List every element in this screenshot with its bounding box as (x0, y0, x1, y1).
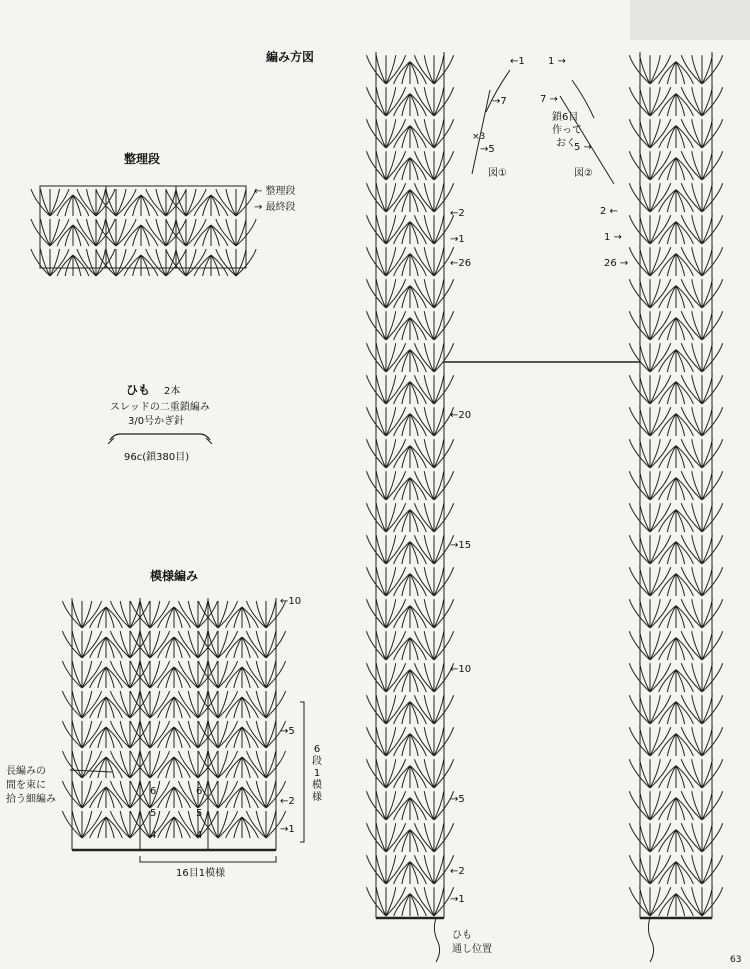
stitch-fan (629, 887, 670, 916)
stitch-fan (414, 663, 453, 692)
stitch-fan (659, 62, 694, 84)
stitch-fan (394, 734, 427, 756)
stitch-fan (216, 219, 256, 246)
stitch-fan (681, 151, 722, 180)
edge-row-label-text: 最終段 (265, 202, 296, 213)
row-number: 2 (458, 866, 465, 877)
stitch-fan (659, 318, 694, 340)
stitch-fan (394, 190, 427, 212)
stitch-fan (659, 350, 694, 372)
stitch-fan (681, 567, 722, 596)
stitch-fan (681, 311, 722, 340)
stitch-fan (681, 119, 722, 148)
fig1-row-1: ←1 (510, 56, 525, 67)
stitch-fan (629, 791, 670, 820)
stitch-fan (414, 567, 453, 596)
stitch-fan (90, 697, 123, 718)
stitch-fan (366, 215, 405, 244)
rows-label-char: 6 (313, 744, 321, 755)
stitch-fan (366, 855, 405, 884)
stitch-fan (216, 189, 256, 216)
row-number: 10 (458, 664, 472, 675)
fig2-note-3: おく (556, 138, 576, 149)
stitch-fan (681, 87, 722, 116)
stitch-fan (366, 791, 405, 820)
stitch-fan (394, 478, 427, 500)
fig1-row-1b: →1 (450, 234, 465, 245)
main-row-26: ←26 (450, 258, 472, 269)
fig1-row-5: →5 (480, 144, 495, 155)
pattern-note-3: 拾う細編み (6, 794, 56, 805)
stitch-fan (681, 663, 722, 692)
inner-number: 4 (150, 830, 157, 841)
stitch-fan (366, 119, 405, 148)
row-number: 15 (458, 540, 472, 551)
stitch-fan (681, 759, 722, 788)
stitch-fan (62, 661, 101, 688)
stitch-fan (90, 607, 123, 628)
stitch-fan (414, 439, 453, 468)
stitch-fan (629, 599, 670, 628)
inner-number: 5 (150, 808, 157, 819)
stitch-fan (414, 855, 453, 884)
fig2-row-26: 26 → (604, 258, 629, 269)
stitch-fan (414, 183, 453, 212)
stitch-fan (629, 247, 670, 276)
stitch-fan (659, 158, 694, 180)
stitch-fan (394, 350, 427, 372)
stitch-fan (629, 567, 670, 596)
stitch-fan (681, 535, 722, 564)
stitch-fan (226, 637, 259, 658)
stitch-fan (681, 887, 722, 916)
stitch-fan (414, 823, 453, 852)
row-number: 2 (458, 208, 465, 219)
fig2-row-1: 1 → (548, 56, 566, 67)
stitch-fan (414, 887, 453, 916)
stitch-fan (659, 286, 694, 308)
main-row-5: →5 (450, 794, 465, 805)
row-number: 7 (500, 96, 507, 107)
stitch-fan (90, 817, 123, 838)
stitch-fan (629, 215, 670, 244)
stitch-fan (31, 219, 69, 246)
stitch-fan (659, 190, 694, 212)
stitch-fan (90, 787, 123, 808)
edge-row-label-top: ← 整理段 (254, 186, 296, 197)
main-row-10: ←10 (450, 664, 472, 675)
stitch-fan (394, 318, 427, 340)
rows-label-char: 段 (312, 756, 322, 767)
stitch-fan (226, 817, 259, 838)
stitch-fan (629, 183, 670, 212)
stitch-fan (414, 215, 453, 244)
stitch-fan (659, 894, 694, 916)
stitch-fan (366, 375, 405, 404)
stitch-fan (681, 471, 722, 500)
stitch-fan (394, 158, 427, 180)
pattern-repeat-label: 16目1模様 (176, 868, 226, 879)
page-title: 編み方図 (266, 50, 315, 64)
cord-method: スレッドの二重鎖編み (110, 402, 210, 413)
stitch-fan (394, 62, 427, 84)
stitch-fan (659, 510, 694, 532)
stitch-fan (158, 787, 191, 808)
stitch-fan (124, 255, 158, 276)
row-number: 1 (518, 56, 525, 67)
stitch-fan (31, 189, 69, 216)
inner-number: 4 (196, 830, 203, 841)
stitch-fan (366, 631, 405, 660)
stitch-fan (414, 599, 453, 628)
row-number: 7 (540, 94, 547, 105)
stitch-fan (394, 574, 427, 596)
stitch-fan (414, 375, 453, 404)
stitch-fan (414, 535, 453, 564)
stitch-fan (226, 787, 259, 808)
stitch-fan (226, 757, 259, 778)
stitch-fan (414, 791, 453, 820)
stitch-fan (659, 862, 694, 884)
pattern-rows-label (312, 744, 322, 804)
stitch-fan (226, 607, 259, 628)
stitch-fan (414, 759, 453, 788)
chart-borders (40, 52, 712, 962)
stitch-fan (366, 823, 405, 852)
cord-title-text: ひも (126, 383, 151, 397)
stitch-fan (366, 535, 405, 564)
row-number: 1 (458, 894, 465, 905)
stitch-fan (394, 510, 427, 532)
inner-number: 6 (150, 786, 157, 797)
stitch-fan (90, 757, 123, 778)
stitch-fan (62, 721, 101, 748)
main-row-20: ←20 (450, 410, 472, 421)
stitch-fan (629, 855, 670, 884)
stitch-fan (659, 702, 694, 724)
stitch-fan (226, 697, 259, 718)
cord-count: 2本 (164, 386, 181, 397)
stitch-fan (629, 631, 670, 660)
stitch-fan (394, 670, 427, 692)
stitch-fan (366, 407, 405, 436)
stitch-fan (366, 311, 405, 340)
stitch-fan (681, 343, 722, 372)
stitch-fan (414, 727, 453, 756)
stitch-fan (659, 126, 694, 148)
stitch-fan (366, 55, 405, 84)
stitch-fan (57, 255, 89, 276)
stitch-fan (394, 254, 427, 276)
stitch-fan (659, 254, 694, 276)
main-row-15: →15 (450, 540, 472, 551)
stitch-fan (414, 55, 453, 84)
stitch-fan (158, 697, 191, 718)
stitch-fan (681, 631, 722, 660)
stitch-fan (246, 661, 285, 688)
cord-hook: 3/0号かぎ針 (128, 416, 185, 427)
stitch-fan (194, 195, 228, 216)
row-number: 1 (548, 56, 555, 67)
stitch-fan (394, 222, 427, 244)
stitch-fan (394, 702, 427, 724)
stitch-fan (90, 637, 123, 658)
rows-label-char: 1 (313, 768, 321, 779)
stitch-fan (62, 811, 101, 838)
stitch-fan (681, 375, 722, 404)
stitch-fan (124, 225, 158, 246)
stitch-fan (414, 695, 453, 724)
row-number: 26 (604, 258, 617, 269)
rows-label-char: 模 (312, 780, 322, 791)
stitch-fan (414, 247, 453, 276)
stitch-fan (394, 414, 427, 436)
stitch-fan (194, 225, 228, 246)
stitch-fan (681, 215, 722, 244)
stitch-fan (681, 247, 722, 276)
stitch-fan (394, 382, 427, 404)
stitch-fan (681, 279, 722, 308)
stitch-fan (366, 503, 405, 532)
row-number: 5 (458, 794, 465, 805)
row-number: 2 (288, 796, 295, 807)
stitch-fan (629, 375, 670, 404)
stitch-fan (629, 343, 670, 372)
fig2-row-1b: 1 → (604, 232, 622, 243)
stitch-fan (394, 606, 427, 628)
stitch-fan (629, 407, 670, 436)
stitch-fan (394, 638, 427, 660)
stitch-fan (629, 823, 670, 852)
stitch-fan (62, 601, 101, 628)
stitch-fan (414, 151, 453, 180)
edge-section-heading: 整理段 (124, 152, 161, 166)
stitch-fan (659, 478, 694, 500)
stitch-fan (158, 667, 191, 688)
inner-number: 5 (196, 808, 203, 819)
stitch-fan (366, 151, 405, 180)
stitch-fan (681, 791, 722, 820)
stitch-fan (629, 151, 670, 180)
stitch-fan (629, 727, 670, 756)
stitch-fan (366, 759, 405, 788)
fig2-label: 図② (574, 168, 593, 179)
stitch-fan (366, 87, 405, 116)
stitch-fan (629, 439, 670, 468)
stitch-fan (226, 727, 259, 748)
stitch-fan (414, 279, 453, 308)
cord-position-1: ひも (452, 930, 472, 941)
stitch-fan (216, 249, 256, 276)
stitch-fan (194, 255, 228, 276)
stitch-fan (366, 439, 405, 468)
stitch-fan (57, 195, 89, 216)
stitch-fan (414, 471, 453, 500)
edge-row-label-last: → 最終段 (254, 202, 296, 213)
stitch-fan (366, 471, 405, 500)
stitch-fan (414, 503, 453, 532)
stitch-fan (414, 311, 453, 340)
fig2-row-7: 7 → (540, 94, 558, 105)
stitch-fan (414, 631, 453, 660)
stitch-fan (366, 887, 405, 916)
cord-title (126, 381, 180, 398)
stitch-fan (681, 55, 722, 84)
stitch-fan (659, 542, 694, 564)
stitch-fan (158, 637, 191, 658)
stitch-fan (394, 94, 427, 116)
fig2-row-2: 2 ← (600, 206, 618, 217)
stitch-fan (394, 798, 427, 820)
stitch-fan (158, 817, 191, 838)
stitch-fan (57, 225, 89, 246)
stitch-fan (394, 446, 427, 468)
row-number: 10 (288, 596, 302, 607)
row-number: 20 (458, 410, 472, 421)
stitch-fan (394, 542, 427, 564)
stitch-fan (681, 727, 722, 756)
main-row-2: ←2 (450, 866, 465, 877)
pattern-row-10: ←10 (280, 596, 302, 607)
row-number: 5 (288, 726, 295, 737)
stitch-fan (90, 667, 123, 688)
fig1-row-7: →7 (492, 96, 507, 107)
row-number: 2 (600, 206, 607, 217)
fig2-note-2: 作って (552, 125, 582, 136)
stitch-fan (414, 119, 453, 148)
stitch-fan (629, 311, 670, 340)
inner-number: 6 (196, 786, 203, 797)
page-number: 63 (730, 955, 742, 965)
stitch-fan (659, 222, 694, 244)
stitch-fan (366, 695, 405, 724)
stitch-fan (246, 631, 285, 658)
stitch-fan (659, 638, 694, 660)
stitch-fan (659, 574, 694, 596)
stitch-fan (394, 766, 427, 788)
stitch-fan (659, 798, 694, 820)
stitch-fan (366, 279, 405, 308)
pattern-section-heading: 模様編み (150, 569, 199, 583)
stitch-fan (226, 667, 259, 688)
stitch-fan (366, 727, 405, 756)
edge-row-label-text: 整理段 (265, 186, 296, 197)
stitch-fan (366, 183, 405, 212)
row-number: 5 (488, 144, 495, 155)
stitch-fan (158, 757, 191, 778)
fig1-x3: ×3 (472, 132, 486, 142)
fig2-note-1: 鎖6目 (552, 112, 579, 123)
stitch-fan (62, 631, 101, 658)
stitch-fan (366, 599, 405, 628)
stitch-fan (366, 567, 405, 596)
stitch-fan (394, 126, 427, 148)
stitch-fan (629, 471, 670, 500)
stitch-fan (158, 607, 191, 628)
stitch-fan (681, 407, 722, 436)
row-number: 1 (458, 234, 465, 245)
stitch-fan (246, 751, 285, 778)
stitch-fan (31, 249, 69, 276)
pattern-note-2: 間を束に (6, 780, 46, 791)
stitch-fan (681, 503, 722, 532)
stitch-fan (659, 766, 694, 788)
stitch-fan (681, 823, 722, 852)
stitch-fan (124, 195, 158, 216)
stitch-fan (659, 734, 694, 756)
row-number: 5 (574, 142, 581, 153)
stitch-fan (90, 727, 123, 748)
stitch-fan (366, 343, 405, 372)
stitch-fan (629, 87, 670, 116)
stitch-fan (629, 503, 670, 532)
fig1-label: 図① (488, 168, 507, 179)
stitch-fan (681, 855, 722, 884)
stitch-fans (31, 55, 723, 916)
stitch-fan (414, 87, 453, 116)
stitch-fan (659, 414, 694, 436)
stitch-fan (394, 830, 427, 852)
stitch-fan (659, 670, 694, 692)
cord-position-2: 通し位置 (452, 944, 492, 955)
stitch-fan (62, 751, 101, 778)
stitch-fan (629, 279, 670, 308)
stitch-fan (414, 407, 453, 436)
pattern-row-2: ←2 (280, 796, 295, 807)
pattern-note-1: 長編みの (6, 766, 46, 777)
stitch-fan (366, 663, 405, 692)
stitch-fan (414, 343, 453, 372)
stitch-fan (62, 691, 101, 718)
stitch-fan (681, 599, 722, 628)
stitch-fan (629, 119, 670, 148)
stitch-fan (659, 382, 694, 404)
stitch-fan (394, 286, 427, 308)
stitch-fan (681, 183, 722, 212)
stitch-fan (659, 446, 694, 468)
stitch-fan (629, 55, 670, 84)
stitch-fan (62, 781, 101, 808)
fig1-row-2: ←2 (450, 208, 465, 219)
stitch-fan (681, 439, 722, 468)
pattern-row-1: →1 (280, 824, 295, 835)
rows-label-char: 様 (312, 792, 322, 803)
stitch-fan (158, 727, 191, 748)
stitch-fan (659, 830, 694, 852)
stitch-fan (246, 691, 285, 718)
stitch-fan (629, 695, 670, 724)
row-number: 1 (604, 232, 611, 243)
stitch-fan (681, 695, 722, 724)
stitch-fan (394, 894, 427, 916)
stitch-fan (629, 535, 670, 564)
page-edge-strip (630, 0, 750, 40)
row-number: 1 (288, 824, 295, 835)
stitch-fan (659, 606, 694, 628)
stitch-fan (659, 94, 694, 116)
main-row-1: →1 (450, 894, 465, 905)
stitch-fan (394, 862, 427, 884)
cord-length: 96c(鎖380目) (124, 452, 190, 463)
row-number: 26 (458, 258, 472, 269)
stitch-fan (366, 247, 405, 276)
pattern-row-5: →5 (280, 726, 295, 737)
stitch-fan (629, 759, 670, 788)
stitch-fan (629, 663, 670, 692)
fig2-row-5: 5 → (574, 142, 592, 153)
